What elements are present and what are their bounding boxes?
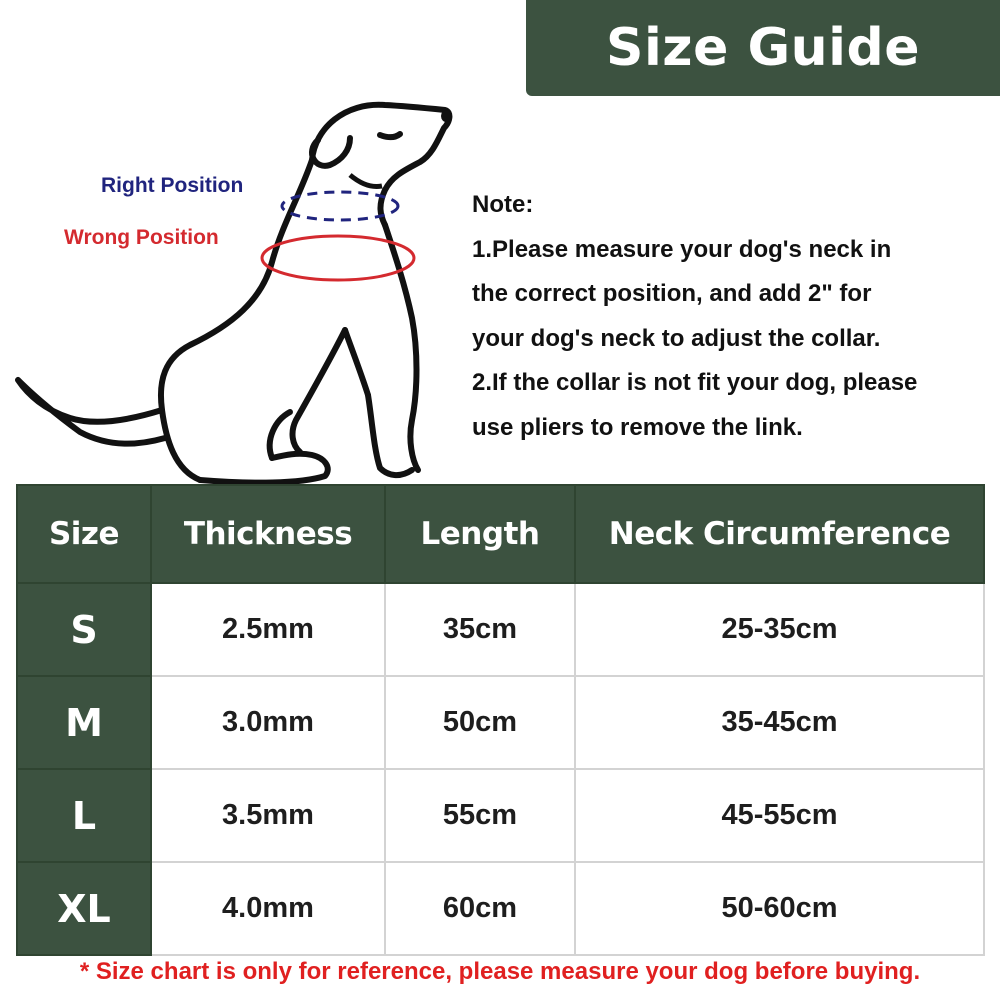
thickness-cell: 3.0mm (151, 676, 385, 769)
header-length: Length (385, 485, 575, 583)
thickness-cell: 4.0mm (151, 862, 385, 955)
note-heading: Note: (472, 191, 534, 218)
table-row (17, 676, 984, 769)
length-cell: 55cm (385, 769, 575, 862)
wrong-position-ring (262, 236, 414, 280)
header-thickness: Thickness (151, 485, 385, 583)
title-banner (526, 0, 1000, 96)
size-cell: M (17, 676, 151, 769)
table-row (17, 862, 984, 955)
neck-cell: 50-60cm (575, 862, 984, 955)
footer-disclaimer: * Size chart is only for reference, please measure your dog before buying. (79, 958, 921, 985)
header-neck-circumference: Neck Circumference (575, 485, 984, 583)
table-header-row (17, 485, 984, 583)
note-line: use pliers to remove the link. (472, 413, 803, 441)
thickness-cell: 2.5mm (151, 583, 385, 676)
note-line: 1.Please measure your dog's neck in (472, 235, 892, 263)
table-row (17, 769, 984, 862)
size-cell: XL (17, 862, 151, 955)
thickness-cell: 3.5mm (151, 769, 385, 862)
table-row (17, 583, 984, 676)
note-line: the correct position, and add 2" for (472, 280, 872, 308)
size-cell: S (17, 583, 151, 676)
header-size: Size (17, 485, 151, 583)
page-title: Size Guide (606, 18, 920, 78)
right-position-label: Right Position (101, 174, 244, 197)
length-cell: 60cm (385, 862, 575, 955)
note-line: 2.If the collar is not fit your dog, please (472, 369, 918, 397)
wrong-position-label: Wrong Position (64, 226, 219, 249)
neck-cell: 35-45cm (575, 676, 984, 769)
length-cell: 35cm (385, 583, 575, 676)
note-line: your dog's neck to adjust the collar. (472, 324, 881, 352)
size-table (16, 484, 985, 956)
size-cell: L (17, 769, 151, 862)
note-block (472, 183, 992, 451)
neck-cell: 25-35cm (575, 583, 984, 676)
length-cell: 50cm (385, 676, 575, 769)
dog-illustration (0, 95, 470, 495)
neck-cell: 45-55cm (575, 769, 984, 862)
